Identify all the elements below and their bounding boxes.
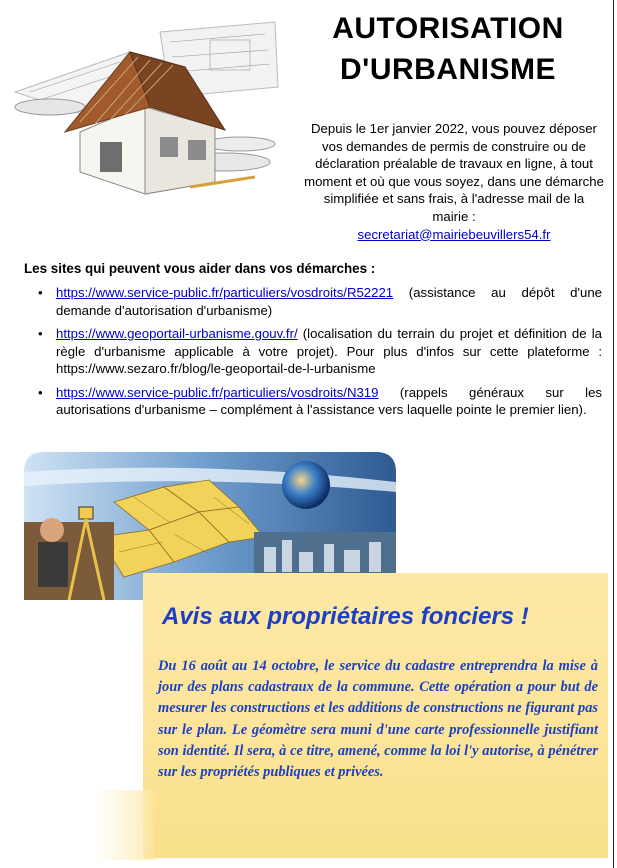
title-line-2: D'URBANISME [340,53,556,86]
house-blueprint-illustration [10,12,280,197]
list-item [38,284,602,319]
bullet: • [38,326,43,341]
notice-box-shadow [95,790,155,860]
mairie-email-link[interactable]: secretariat@mairiebeuvillers54.fr [357,226,551,242]
page-right-border [613,0,614,868]
page-title [300,8,596,90]
notice-body: Du 16 août au 14 octobre, le service du cadastre entreprendra la mise à jour des plans cadastraux de la commune. Cette opération a pour but de mesurer les constructions et les additions de constructions ne figurant pas sur le plan. Le géomètre sera muni d'une carte professionnelle justifiant son identité. Il sera, à ce titre, amené, comme la loi l'y autorise, à pénétrer sur les propriétés publiques et privées. [158,658,598,781]
site-description: (rappels généraux sur les autorisations d'urbanisme – complément à l'assistance vers laquelle pointe le premier lien). [56,384,602,417]
site-description: (localisation du terrain du projet et définition de la règle d'urbanisme applicable à votre projet). Pour plus d'infos sur cette plateforme : https://www.sezaro.fr/blog/le-geoportail-de-l-urbanisme [56,326,602,376]
site-link-geoportail[interactable]: https://www.geoportail-urbanisme.gouv.fr/ [56,326,298,341]
bullet: • [38,285,43,300]
site-link-n319[interactable]: https://www.service-public.fr/particuliers/vosdroits/N319 [56,384,379,400]
bullet: • [38,384,43,400]
list-item [38,325,602,378]
site-link-r52221[interactable]: https://www.service-public.fr/particuliers/vosdroits/R52221 [56,285,394,300]
sites-heading: Les sites qui peuvent vous aider dans vos démarches : [24,261,376,276]
list-item [38,384,602,419]
title-line-1: AUTORISATION [332,12,564,45]
intro-paragraph [304,120,604,243]
notice-title: Avis aux propriétaires fonciers ! [162,603,529,630]
sites-list [38,284,602,425]
site-description: (assistance au dépôt d'une demande d'autorisation d'urbanisme) [56,285,602,318]
intro-text: Depuis le 1er janvier 2022, vous pouvez déposer vos demandes de permis de construire ou de déclaration préalable de travaux en ligne, à tout moment et où que vous soyez, dans une démarche simplifiée et sans frais, à l'adresse mail de la mairie : [304,121,604,224]
